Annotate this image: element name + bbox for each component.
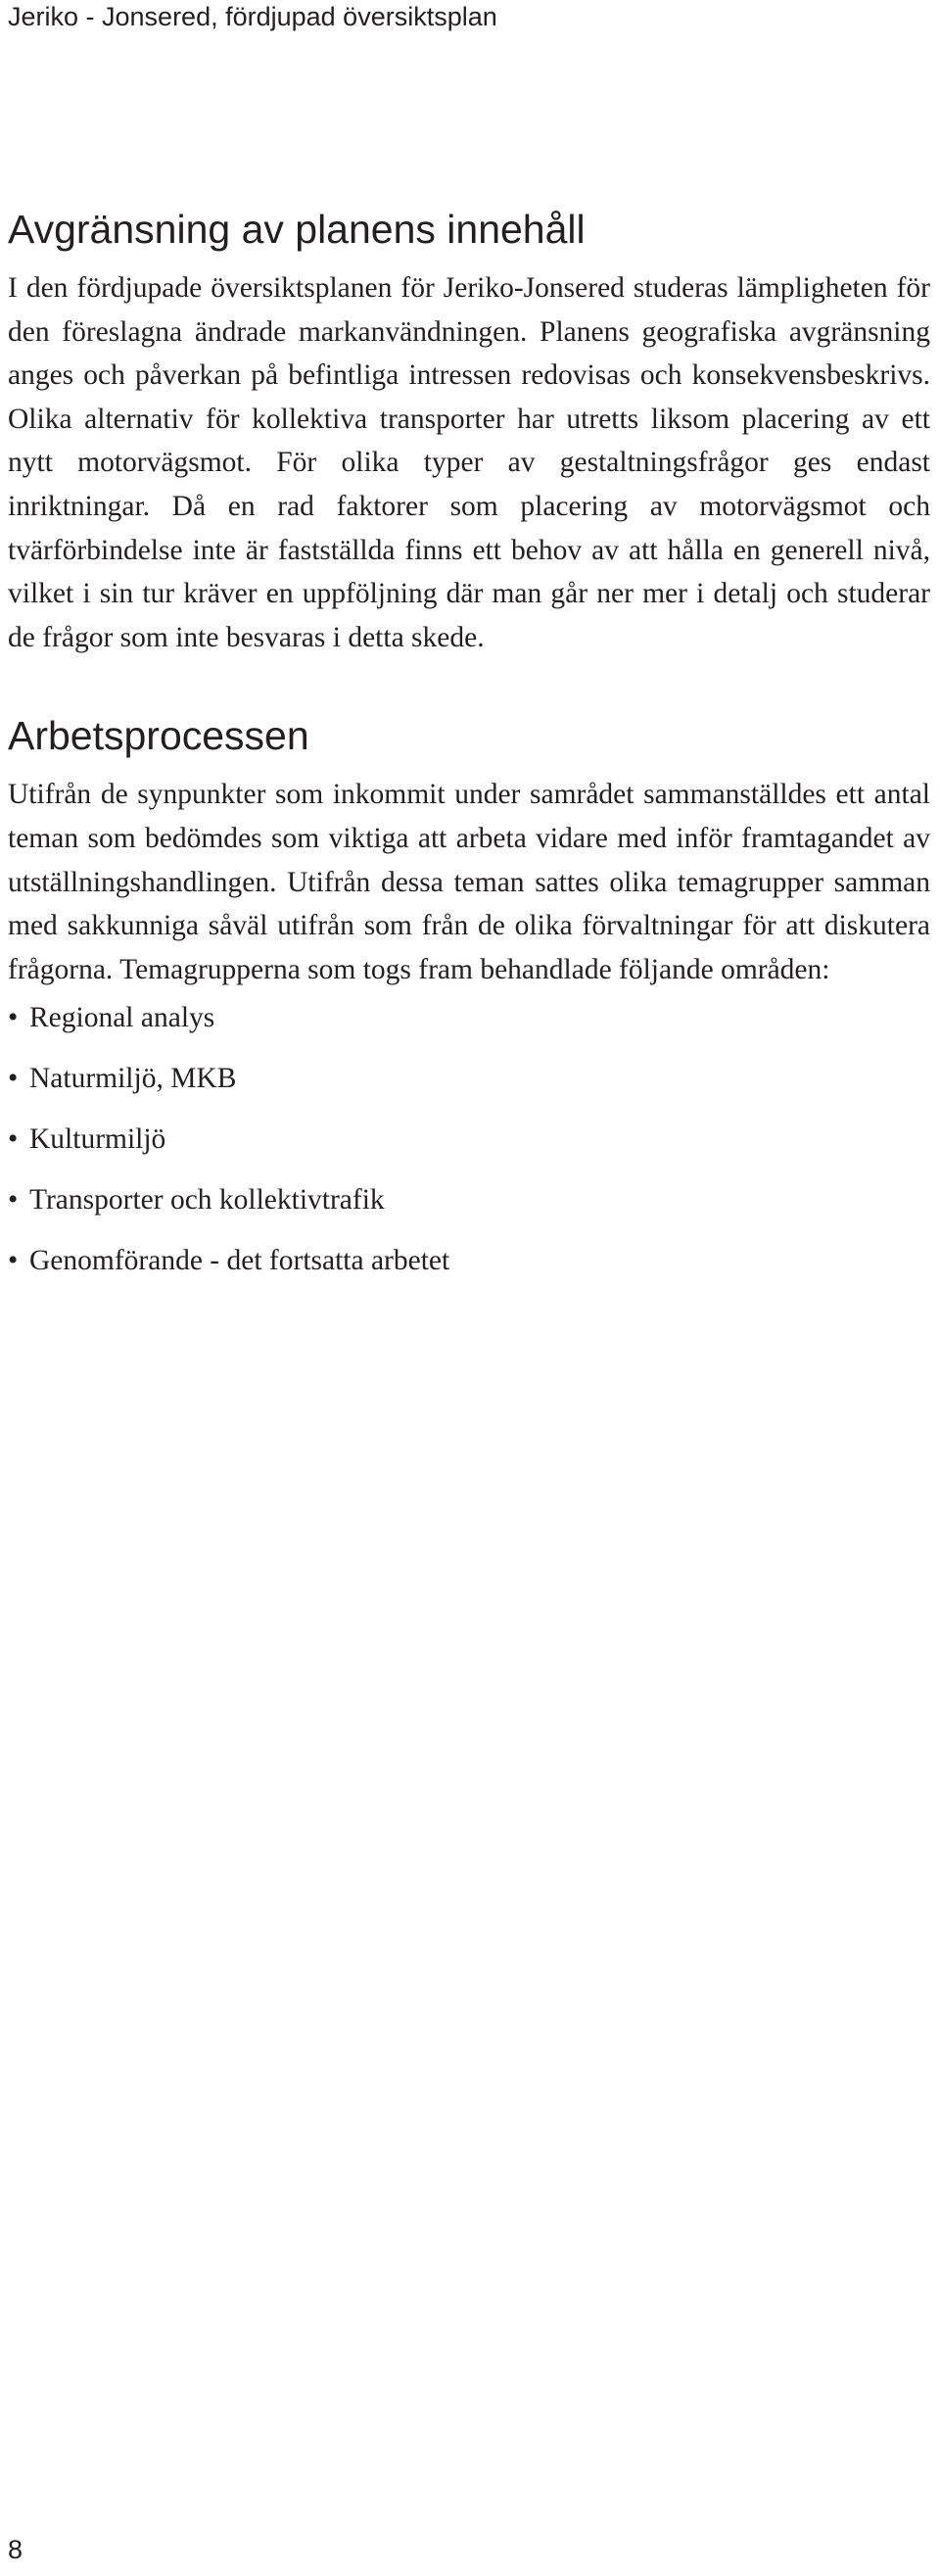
list-item-label: Genomförande - det fortsatta arbetet [29,1245,450,1277]
bullet-icon: • [8,1184,19,1216]
section-heading-avgransning: Avgränsning av planens innehåll [8,207,586,252]
list-item-label: Regional analys [29,1002,215,1034]
section-paragraph-avgransning: I den fördjupade översiktsplanen för Jeriko-Jonsered studeras lämpligheten för den föreslagna ändrade markanvändningen. Planens geografiska avgränsning anges och påverkan på befintliga intressen redovisas och konsekvensbeskrivs. Olika alternativ för kollektiva transporter har utretts liksom placering av ett nytt motorvägsmot. För olika typer av gestaltningsfrågor ges endast inriktningar. Då en rad faktorer som placering av motorvägsmot och tvärförbindelse inte är fastställda finns ett behov av att hålla en generell nivå, vilket i sin tur kräver en uppföljning där man går ner mer i detalj och studerar de frågor som inte besvaras i detta skede. [8,272,930,653]
bullet-icon: • [8,1123,19,1156]
topic-list [8,1001,930,1305]
bullet-icon: • [8,1063,19,1095]
bullet-icon: • [8,1245,19,1277]
list-item [8,1183,930,1244]
list-item [8,1001,930,1062]
running-header: Jeriko - Jonsered, fördjupad översiktsplan [8,2,497,31]
section-spacer [8,659,930,712]
list-item-label: Naturmiljö, MKB [29,1063,237,1095]
list-item-label: Transporter och kollektivtrafik [29,1184,385,1216]
section-heading-arbetsprocessen: Arbetsprocessen [8,713,309,759]
list-item-label: Kulturmiljö [29,1123,166,1156]
list-item [8,1244,930,1305]
document-body [8,206,930,1305]
list-item [8,1122,930,1183]
page-number: 8 [8,2535,24,2564]
section-paragraph-arbetsprocessen: Utifrån de synpunkter som inkommit under samrådet sammanställdes ett antal teman som bedömdes som viktiga att arbeta vidare med inför framtagandet av utställningshandlingen. Utifrån dessa teman sattes olika temagrupper samman med sakkunniga såväl utifrån som från de olika förvaltningar för att diskutera frågorna. Temagrupperna som togs fram behandlade följande områden: [8,779,930,985]
bullet-icon: • [8,1002,19,1034]
list-item [8,1062,930,1122]
